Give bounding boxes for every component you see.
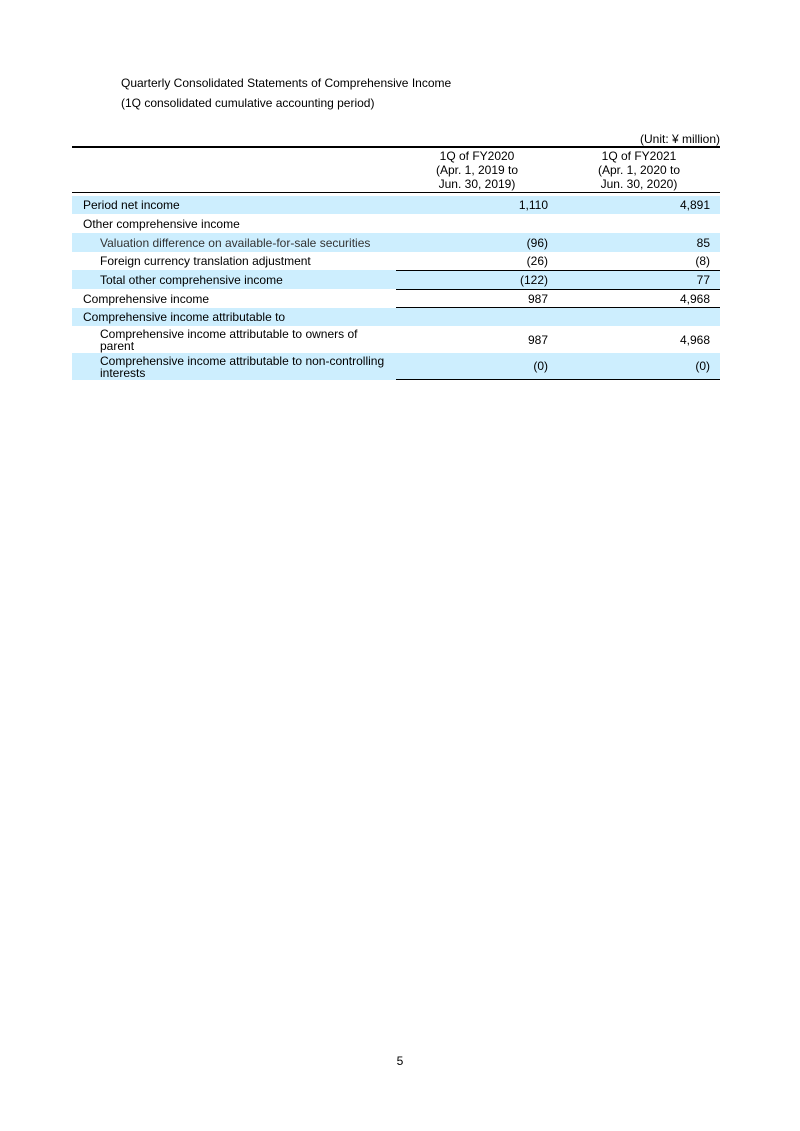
row-valuation-difference — [72, 233, 720, 252]
value-fy2020: 987 — [527, 332, 548, 347]
column-header-line: Jun. 30, 2020) — [600, 177, 678, 191]
row-label-line: Comprehensive income attributable to owners of — [100, 326, 358, 341]
column-header-fy2021 — [558, 148, 720, 192]
value-fy2020: 1,110 — [518, 198, 548, 212]
row-period-net-income — [72, 196, 720, 214]
column-header-line: (Apr. 1, 2019 to — [435, 163, 519, 177]
value-fy2021: 4,891 — [679, 198, 710, 212]
row-label: Comprehensive income attributable to — [83, 310, 286, 324]
row-label: Total other comprehensive income — [100, 272, 283, 287]
value-fy2021: (8) — [695, 254, 710, 268]
row-total-other-comprehensive-income — [72, 270, 720, 289]
unit-note: (Unit: ¥ million) — [639, 132, 720, 146]
row-attributable-to-non-controlling — [72, 353, 720, 380]
value-fy2021: 77 — [558, 270, 720, 289]
header-spacer — [72, 148, 396, 192]
value-fy2020: (122) — [396, 270, 558, 289]
value-fy2020: (0) — [396, 353, 558, 380]
row-label — [72, 355, 396, 379]
value-fy2020: (26) — [526, 254, 548, 268]
table-header-row — [72, 148, 720, 193]
value-fy2021: 85 — [696, 235, 710, 250]
row-foreign-currency-translation — [72, 252, 720, 270]
row-label: Other comprehensive income — [83, 216, 240, 231]
row-label — [72, 328, 396, 352]
row-label: Foreign currency translation adjustment — [100, 254, 311, 268]
column-header-line: Jun. 30, 2019) — [438, 177, 516, 191]
row-attributable-to-owners — [72, 326, 720, 353]
row-comprehensive-income-attributable-to — [72, 308, 720, 326]
row-comprehensive-income — [72, 289, 720, 308]
row-other-comprehensive-income — [72, 214, 720, 233]
page-number: 5 — [396, 1054, 404, 1068]
row-label: Valuation difference on available-for-sale securities — [100, 235, 371, 250]
value-fy2021: 4,968 — [558, 289, 720, 308]
value-fy2021 — [558, 214, 720, 233]
row-label-line: parent — [100, 338, 135, 353]
comprehensive-income-table — [72, 146, 720, 380]
column-header-line: (Apr. 1, 2020 to — [597, 163, 681, 177]
value-fy2020: 987 — [396, 289, 558, 308]
value-fy2020 — [396, 308, 558, 326]
statement-title: Quarterly Consolidated Statements of Comprehensive Income — [121, 76, 452, 90]
value-fy2021: 4,968 — [679, 332, 710, 347]
column-header-fy2020 — [396, 148, 558, 192]
row-label-line: Comprehensive income attributable to non-controlling — [100, 353, 385, 368]
row-label: Comprehensive income — [83, 291, 210, 306]
statement-subtitle: (1Q consolidated cumulative accounting period) — [121, 96, 375, 110]
value-fy2020 — [396, 214, 558, 233]
value-fy2020: (96) — [526, 235, 548, 250]
column-header-line: 1Q of FY2020 — [439, 149, 515, 163]
row-label: Period net income — [83, 198, 180, 212]
value-fy2021 — [558, 308, 720, 326]
value-fy2021: (0) — [558, 353, 720, 380]
row-label-line: interests — [100, 365, 146, 380]
column-header-line: 1Q of FY2021 — [601, 149, 677, 163]
